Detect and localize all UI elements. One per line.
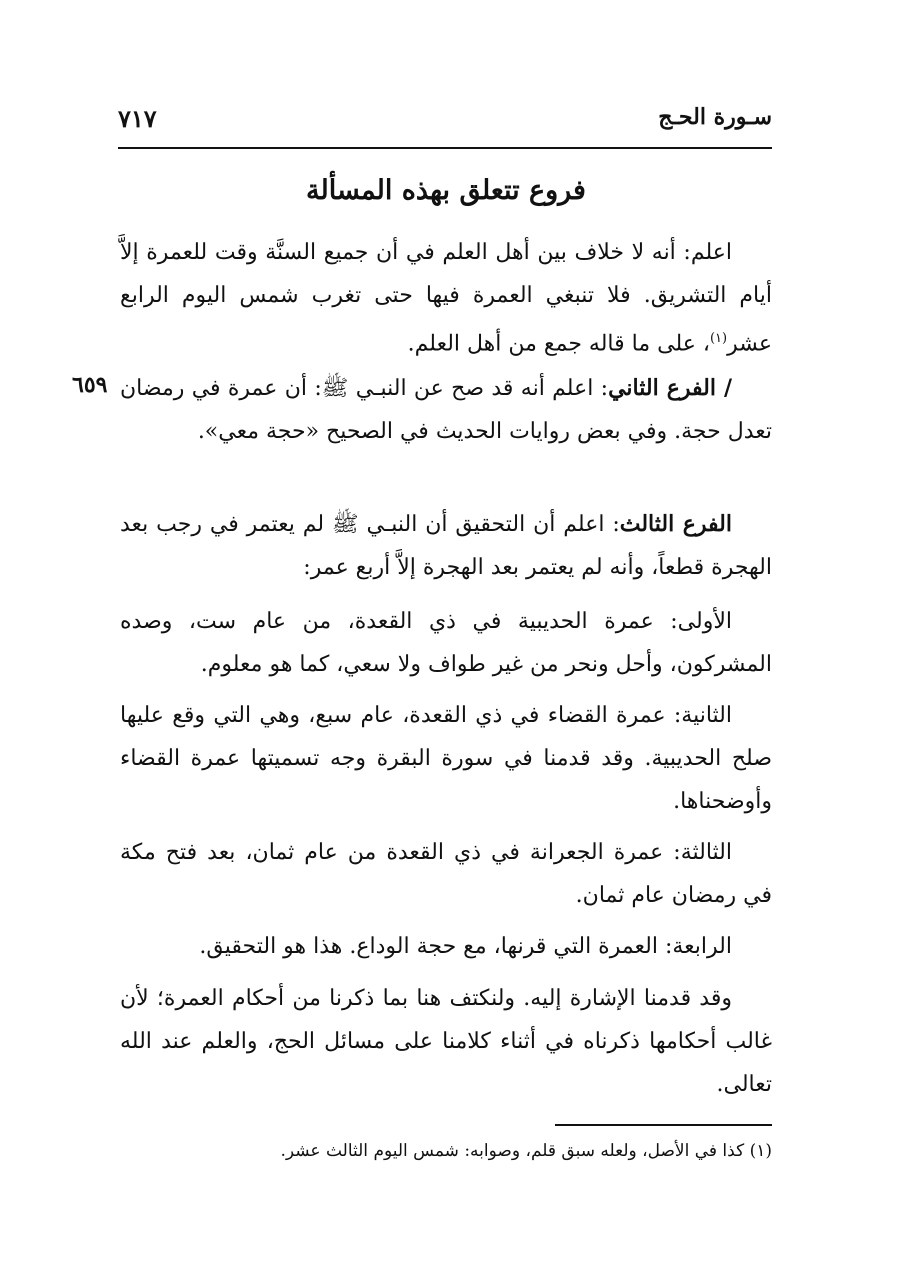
margin-page-number: ٦٥٩ [72,372,108,398]
branch-heading: الفرع الثالث [619,511,732,537]
footnote: (١) كذا في الأصل، ولعله سبق قلم، وصوابه: شمس اليوم الثالث عشر. [280,1141,772,1161]
paragraph-8: وقد قدمنا الإشارة إليه. ولنكتف هنا بما ذكرنا من أحكام العمرة؛ لأن غالب أحكامها ذكرناه في أثناء كلامنا على مسائل الحج، والعلم عند الله تعالى. [120,986,772,1097]
paragraph-7: الرابعة: العمرة التي قرنها، مع حجة الوداع. هذا هو التحقيق. [199,934,732,959]
paragraph-2: / الفرع الثاني: اعلم أنه قد صح عن النبـي ﷺ: أن عمرة في رمضان تعدل حجة. وفي بعض روايات الحديث في الصحيح «حجة معي». [120,375,772,444]
paragraph-3: الفرع الثالث: اعلم أن التحقيق أن النبـي ﷺ لم يعتمر في رجب بعد الهجرة قطعاً، وأنه لم يعتمر بعد الهجرة إلاَّ أربع عمر: [120,511,772,580]
header-divider [118,147,772,149]
page-number: ٧١٧ [118,104,157,133]
paragraph-1: اعلم: أنه لا خلاف بين أهل العلم في أن جميع السنَّة وقت للعمرة إلاَّ أيام التشريق. فلا تنبغي العمرة فيها حتى تغرب شمس اليوم الرابع عشر$^{(١)}$، على ما قاله جمع من أهل العلم. [120,240,772,357]
paragraph-4: الأولى: عمرة الحديبية في ذي القعدة، من عام ست، وصده المشركون، وأحل ونحر من غير طواف ولا سعي، كما هو معلوم. [120,609,772,677]
surah-title: سـورة الحـج [658,104,772,130]
paragraph-6: الثالثة: عمرة الجعرانة في ذي القعدة من عام ثمان، بعد فتح مكة في رمضان عام ثمان. [120,840,772,908]
footnote-divider [555,1124,772,1126]
branch-heading: / الفرع الثاني [608,375,732,401]
paragraph-5: الثانية: عمرة القضاء في ذي القعدة، عام سبع، وهي التي وقع عليها صلح الحديبية. وقد قدمنا في سورة البقرة وجه تسميتها عمرة القضاء وأوضحناها. [120,703,772,814]
section-title: فروع تتعلق بهذه المسألة [306,175,586,206]
footnote-ref: (١) [709,331,728,346]
